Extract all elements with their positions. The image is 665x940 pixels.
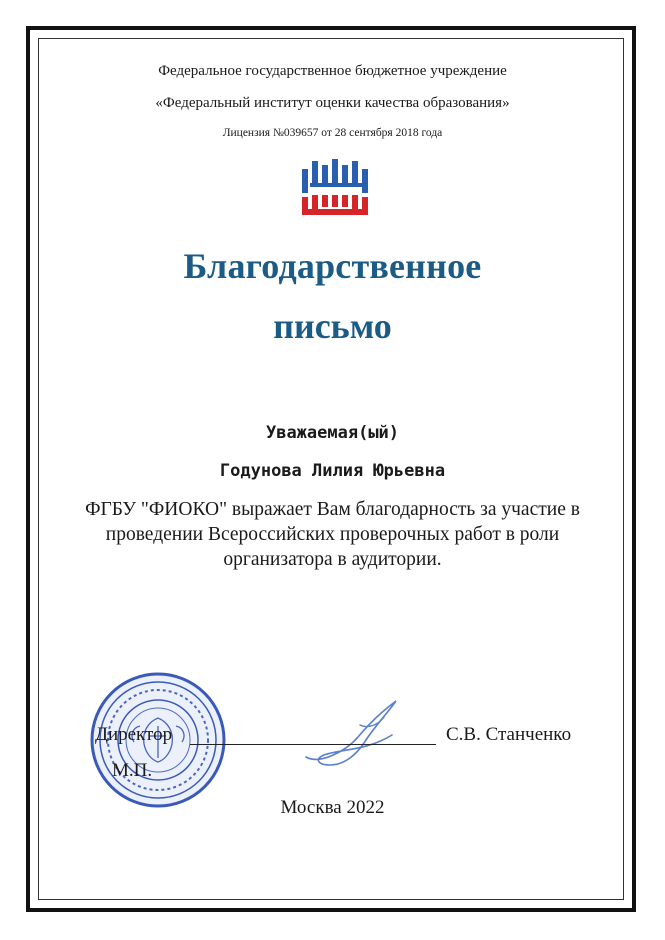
- city-year: Москва 2022: [280, 797, 385, 818]
- gratitude-message: ФГБУ "ФИОКО" выражает Вам благодарность за участие в проведении Всероссийских проверочных работ в роли организатора в аудитории.: [85, 499, 580, 570]
- signatory-position: Директор: [95, 724, 173, 745]
- title-line-2: письмо: [273, 306, 392, 346]
- recipient-greeting: Уважаемая(ый): [265, 423, 400, 443]
- organization-line-2: «Федеральный институт оценки качества образования»: [155, 95, 510, 111]
- stamp-place-label: М.П.: [112, 760, 153, 781]
- fioko-logo-icon: [302, 159, 370, 217]
- signatory-name: С.В. Станченко: [446, 724, 572, 745]
- title-line-1: Благодарственное: [183, 246, 482, 286]
- recipient-name: Годунова Лилия Юрьевна: [219, 461, 446, 481]
- handwritten-signature-icon: [300, 695, 410, 780]
- organization-line-1: Федеральное государственное бюджетное учреждение: [158, 63, 507, 79]
- signature-line: [190, 744, 436, 745]
- license-text: Лицензия №039657 от 28 сентября 2018 года: [222, 127, 443, 139]
